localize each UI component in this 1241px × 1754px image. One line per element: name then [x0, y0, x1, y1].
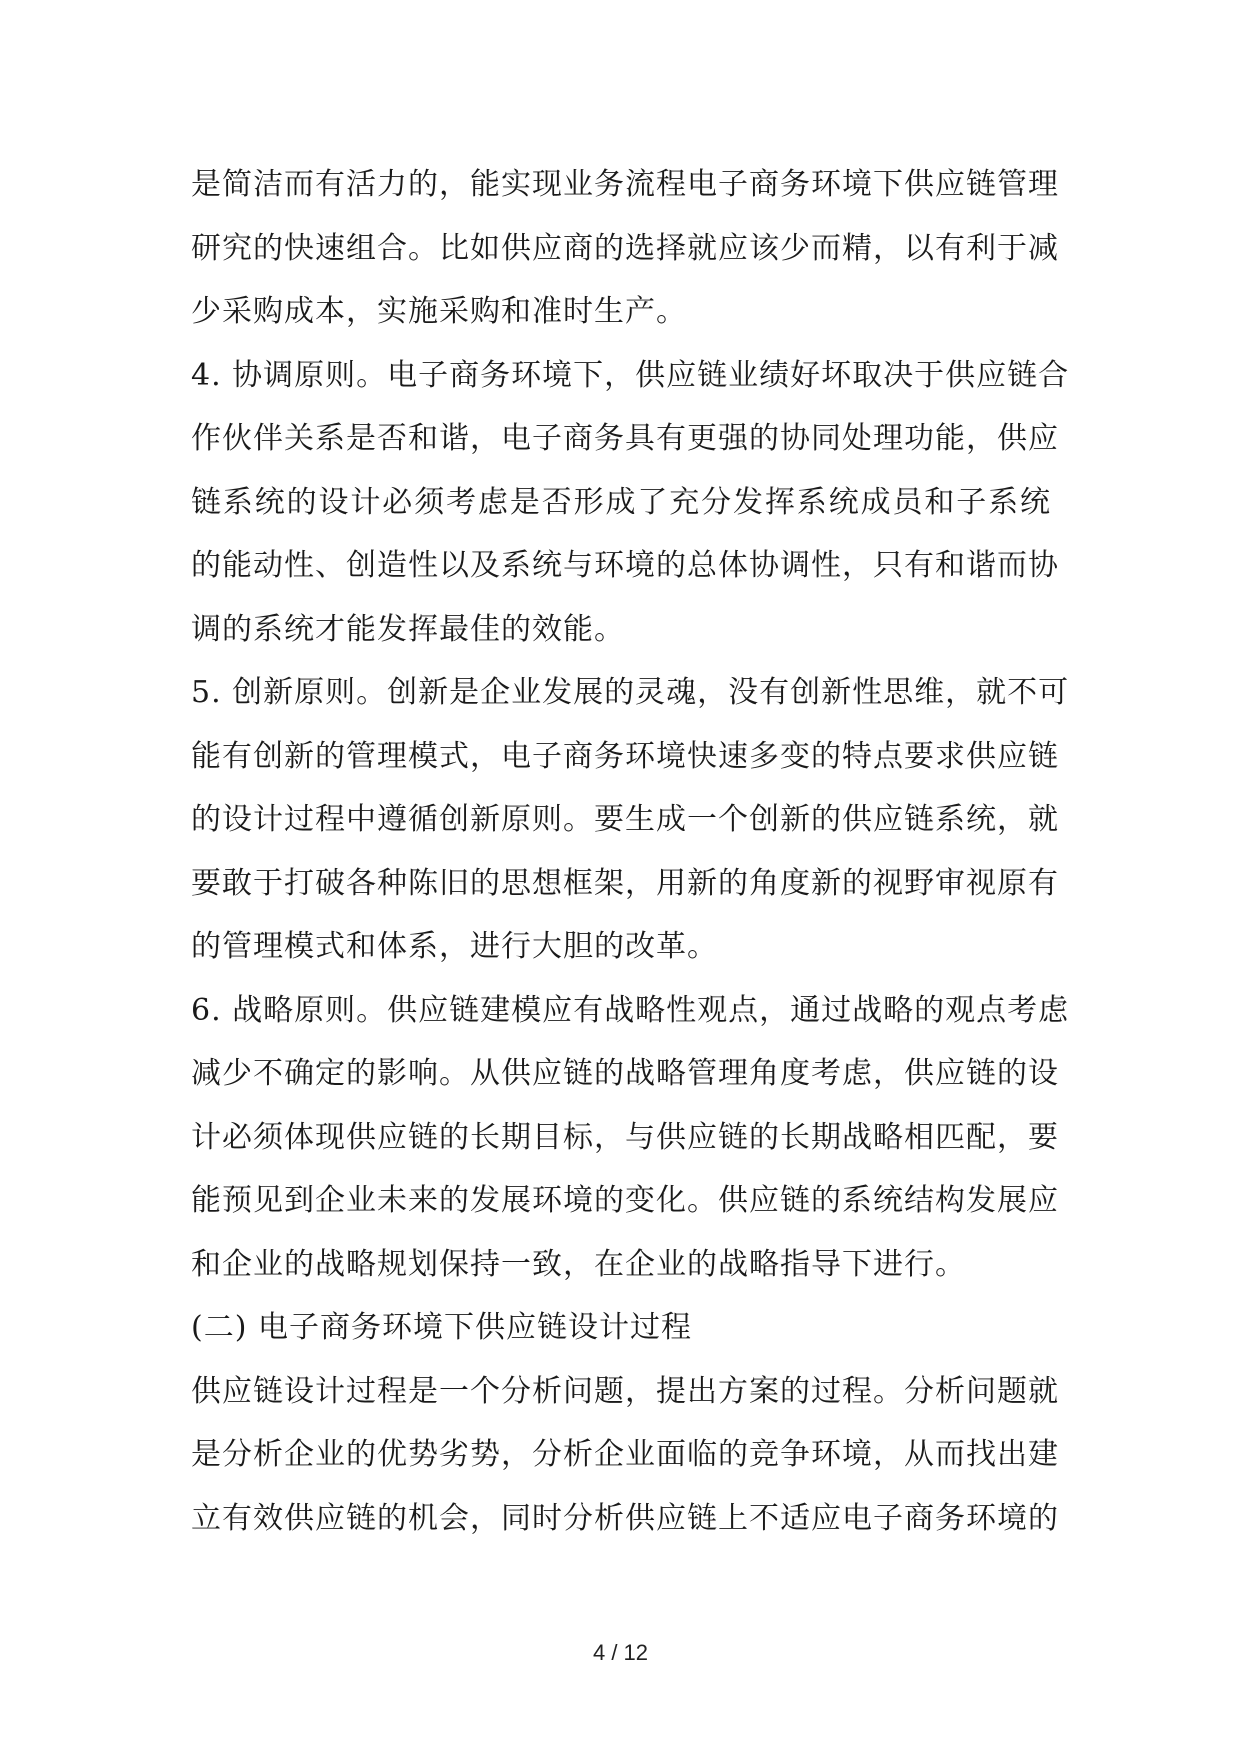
- text-line: 4. 协调原则。电子商务环境下，供应链业绩好坏取决于供应链合: [191, 358, 1070, 393]
- section-heading: (二) 电子商务环境下供应链设计过程: [191, 1310, 692, 1345]
- text-line: 调的系统才能发挥最佳的效能。: [191, 612, 625, 647]
- text-line: 的能动性、创造性以及系统与环境的总体协调性，只有和谐而协: [191, 548, 1059, 583]
- text-line: 是分析企业的优势劣势，分析企业面临的竞争环境，从而找出建: [191, 1437, 1059, 1472]
- text-line: 少采购成本，实施采购和准时生产。: [191, 294, 687, 329]
- text-line: 和企业的战略规划保持一致，在企业的战略指导下进行。: [191, 1247, 966, 1282]
- text-line: 5. 创新原则。创新是企业发展的灵魂，没有创新性思维，就不可: [191, 675, 1070, 710]
- text-line: 6. 战略原则。供应链建模应有战略性观点，通过战略的观点考虑: [191, 993, 1070, 1028]
- text-line: 要敢于打破各种陈旧的思想框架，用新的角度新的视野审视原有: [191, 866, 1059, 901]
- page-number: 4 / 12: [592, 1640, 649, 1665]
- text-line: 的管理模式和体系，进行大胆的改革。: [191, 929, 718, 964]
- text-line: 能有创新的管理模式，电子商务环境快速多变的特点要求供应链: [191, 739, 1059, 774]
- text-line: 计必须体现供应链的长期目标，与供应链的长期战略相匹配，要: [191, 1120, 1059, 1155]
- text-line: 的设计过程中遵循创新原则。要生成一个创新的供应链系统，就: [191, 802, 1059, 837]
- text-line: 作伙伴关系是否和谐，电子商务具有更强的协同处理功能，供应: [191, 421, 1059, 456]
- text-line: 能预见到企业未来的发展环境的变化。供应链的系统结构发展应: [191, 1183, 1059, 1218]
- text-line: 立有效供应链的机会，同时分析供应链上不适应电子商务环境的: [191, 1501, 1059, 1536]
- text-line: 链系统的设计必须考虑是否形成了充分发挥系统成员和子系统: [191, 485, 1051, 520]
- text-line: 供应链设计过程是一个分析问题，提出方案的过程。分析问题就: [191, 1374, 1059, 1409]
- text-line: 研究的快速组合。比如供应商的选择就应该少而精，以有利于减: [191, 231, 1059, 266]
- text-line: 减少不确定的影响。从供应链的战略管理角度考虑，供应链的设: [191, 1056, 1059, 1091]
- text-line: 是简洁而有活力的，能实现业务流程电子商务环境下供应链管理: [191, 167, 1059, 202]
